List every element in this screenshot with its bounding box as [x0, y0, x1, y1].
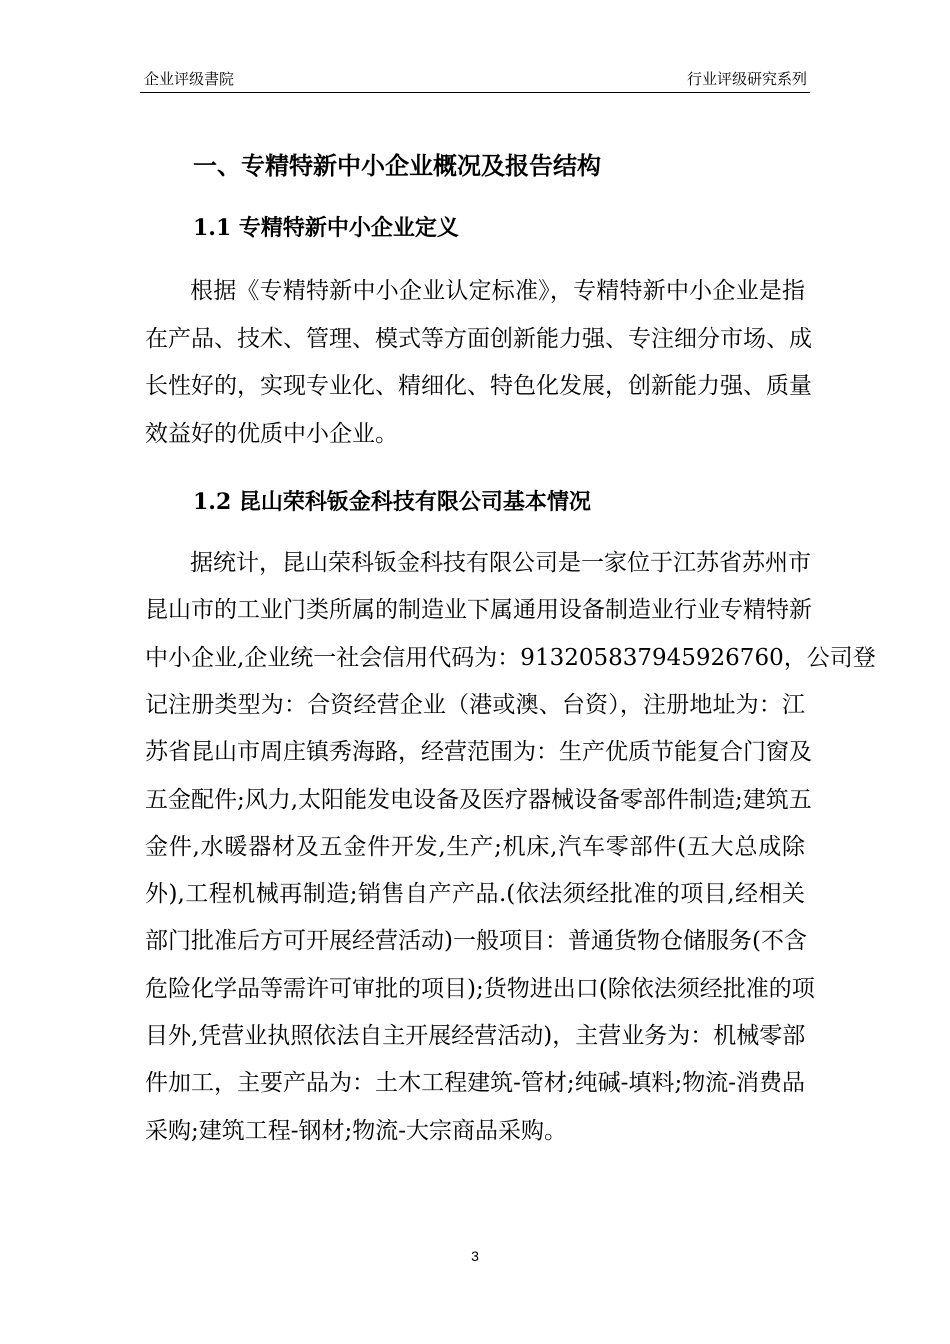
paragraph-line: 外),工程机械再制造;销售自产产品.(依法须经批准的项目,经相关	[145, 881, 805, 908]
paragraph-line: 效益好的优质中小企业。	[145, 421, 398, 448]
paragraph-line: 在产品、技术、管理、模式等方面创新能力强、专注细分市场、成	[145, 325, 812, 352]
header-right: 行业评级研究系列	[686, 71, 807, 88]
paragraph-line: 金件,水暖器材及五金件开发,生产;机床,汽车零部件(五大总成除	[145, 833, 805, 860]
paragraph-line: 根据《专精特新中小企业认定标准》，专精特新中小企业是指	[190, 278, 805, 304]
paragraph-line: 采购;建筑工程-钢材;物流-大宗商品采购。	[145, 1117, 568, 1144]
paragraph-line: 中小企业,企业统一社会信用代码为：913205837945926760，公司登	[145, 644, 876, 671]
subsection-title-1-2: 1.2 昆山荣科钣金科技有限公司基本情况	[193, 489, 591, 515]
paragraph-line: 目外,凭营业执照依法自主开展经营活动)，主营业务为：机械零部	[145, 1023, 806, 1049]
paragraph-line: 长性好的，实现专业化、精细化、特色化发展，创新能力强、质量	[145, 373, 812, 400]
paragraph-line: 危险化学品等需许可审批的项目);货物进出口(除依法须经批准的项	[145, 975, 815, 1002]
paragraph-line: 部门批准后方可开展经营活动)一般项目：普通货物仓储服务(不含	[145, 928, 807, 955]
paragraph-line: 记注册类型为：合资经营企业（港或澳、台资），注册地址为：江	[145, 691, 805, 718]
paragraph-line: 苏省昆山市周庄镇秀海路，经营范围为：生产优质节能复合门窗及	[145, 739, 812, 766]
paragraph-line: 昆山市的工业门类所属的制造业下属通用设备制造业行业专精特新	[145, 597, 812, 624]
paragraph-line: 据统计，昆山荣科钣金科技有限公司是一家位于江苏省苏州市	[190, 550, 811, 576]
subsection-title-1-1: 1.1 专精特新中小企业定义	[193, 215, 459, 241]
page-number: 3	[471, 1248, 479, 1264]
header-left: 企业评级書院	[144, 71, 235, 88]
header-rule	[140, 92, 810, 93]
paragraph-line: 件加工，主要产品为：土木工程建筑-管材;纯碱-填料;物流-消费品	[145, 1070, 805, 1097]
paragraph-line: 五金配件;风力,太阳能发电设备及医疗器械设备零部件制造;建筑五	[145, 786, 812, 813]
section-title: 一、专精特新中小企业概况及报告结构	[193, 151, 601, 180]
